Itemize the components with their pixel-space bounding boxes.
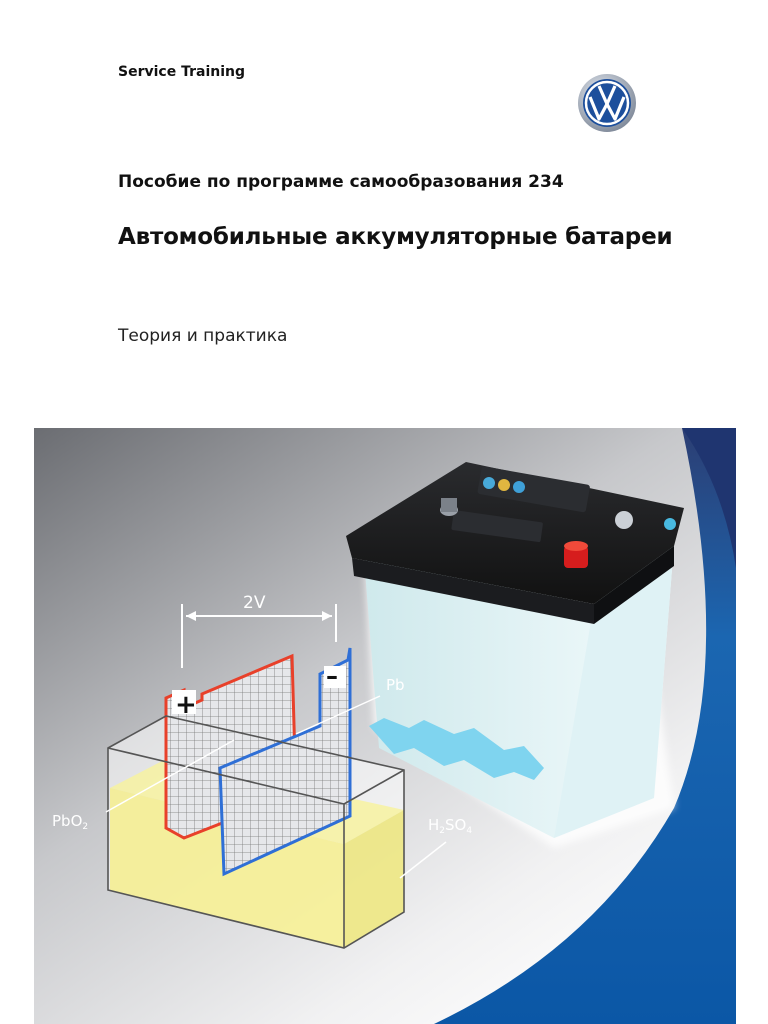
- label-h2so4: $H_2SO_4$: [428, 816, 473, 836]
- positive-symbol: +: [175, 690, 197, 720]
- voltage-label: 2V: [243, 593, 266, 613]
- tagline: Теория и практика: [118, 326, 288, 346]
- subtitle: Пособие по программе самообразования 234: [118, 172, 564, 192]
- brand-line: Service Training: [118, 64, 245, 80]
- label-pbo2: PbO$_2$: [52, 812, 89, 832]
- label-pb: Pb: [386, 676, 405, 694]
- page-title: Автомобильные аккумуляторные батареи: [118, 224, 673, 250]
- negative-symbol: –: [326, 662, 338, 690]
- battery-illustration: [34, 428, 736, 1024]
- vw-logo-icon: [577, 73, 637, 133]
